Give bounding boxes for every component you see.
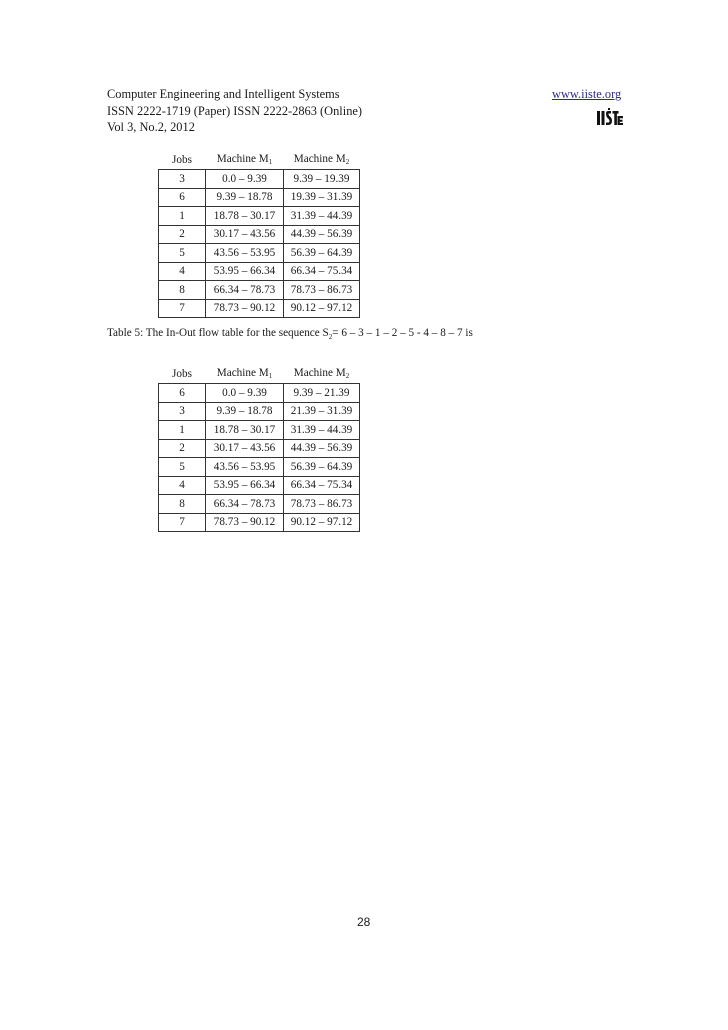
m2-cell: 31.39 – 44.39 [284, 207, 360, 226]
m2-cell: 78.73 – 86.73 [284, 495, 360, 514]
m1-cell: 53.95 – 66.34 [206, 476, 284, 495]
machine-m2-header: Machine $M_2$ [293, 153, 350, 166]
m2-cell: 44.39 – 56.39 [284, 225, 360, 244]
table-row [159, 207, 360, 226]
m2-cell: 56.39 – 64.39 [284, 244, 360, 263]
m2-cell: 90.12 – 97.12 [284, 513, 360, 532]
m1-cell: 43.56 – 53.95 [206, 244, 284, 263]
machine-m1-header: Machine $M_1$ [216, 153, 273, 166]
job-cell: 3 [159, 402, 206, 421]
table-row [159, 384, 360, 403]
m2-cell: 21.39 – 31.39 [284, 402, 360, 421]
m1-cell: 53.95 – 66.34 [206, 262, 284, 281]
job-cell: 4 [159, 262, 206, 281]
m1-cell: 66.34 – 78.73 [206, 281, 284, 300]
flow-table-5 [158, 364, 360, 532]
m2-cell: 78.73 – 86.73 [284, 281, 360, 300]
table-header-row [159, 150, 360, 170]
table-row [159, 170, 360, 189]
m2-cell: 66.34 – 75.34 [284, 476, 360, 495]
table-5-caption: Table 5: The In-Out flow table for the sequence $S_2= 6 - 3 - 1 - 2 - 5 - 4 - 8 - 7$ is [107, 327, 473, 342]
job-cell: 2 [159, 225, 206, 244]
flow-table-1 [158, 150, 360, 318]
job-cell: 2 [159, 439, 206, 458]
job-cell: 7 [159, 299, 206, 318]
m1-cell: 43.56 – 53.95 [206, 458, 284, 477]
journal-title: Computer Engineering and Intelligent Systems [107, 87, 340, 101]
m1-cell: 9.39 – 18.78 [206, 402, 284, 421]
m1-cell: 0.0 – 9.39 [206, 384, 284, 403]
job-cell: 6 [159, 188, 206, 207]
m2-cell: 56.39 – 64.39 [284, 458, 360, 477]
volume-line: Vol 3, No.2, 2012 [107, 120, 195, 134]
m2-cell: 90.12 – 97.12 [284, 299, 360, 318]
job-cell: 5 [159, 244, 206, 263]
machine-m1-header: Machine $M_1$ [216, 367, 273, 380]
job-cell: 4 [159, 476, 206, 495]
job-cell: 3 [159, 170, 206, 189]
job-cell: 7 [159, 513, 206, 532]
journal-header [107, 86, 362, 136]
table-row [159, 421, 360, 440]
m1-cell: 78.73 – 90.12 [206, 299, 284, 318]
page-number: 28 [357, 915, 371, 929]
job-cell: 8 [159, 495, 206, 514]
table-row [159, 262, 360, 281]
job-cell: 5 [159, 458, 206, 477]
m1-cell: 30.17 – 43.56 [206, 439, 284, 458]
job-cell: 6 [159, 384, 206, 403]
table-row [159, 476, 360, 495]
m1-cell: 0.0 – 9.39 [206, 170, 284, 189]
job-cell: 1 [159, 207, 206, 226]
table-header-row [159, 364, 360, 384]
table-row [159, 299, 360, 318]
job-cell: 1 [159, 421, 206, 440]
table-row [159, 495, 360, 514]
iiste-logo-icon [597, 108, 623, 128]
table-row [159, 513, 360, 532]
m1-cell: 66.34 – 78.73 [206, 495, 284, 514]
m2-cell: 66.34 – 75.34 [284, 262, 360, 281]
m2-cell: 9.39 – 21.39 [284, 384, 360, 403]
issn-line: ISSN 2222-1719 (Paper) ISSN 2222-2863 (Online) [107, 103, 363, 118]
m1-cell: 9.39 – 18.78 [206, 188, 284, 207]
table-row [159, 188, 360, 207]
table-row [159, 225, 360, 244]
table-row [159, 281, 360, 300]
m1-cell: 78.73 – 90.12 [206, 513, 284, 532]
table-row [159, 439, 360, 458]
m2-cell: 31.39 – 44.39 [284, 421, 360, 440]
m1-cell: 18.78 – 30.17 [206, 207, 284, 226]
machine-m2-header: Machine $M_2$ [293, 367, 350, 380]
jobs-header: Jobs [172, 367, 192, 380]
m1-cell: 30.17 – 43.56 [206, 225, 284, 244]
m2-cell: 9.39 – 19.39 [284, 170, 360, 189]
jobs-header: Jobs [172, 153, 192, 166]
m2-cell: 19.39 – 31.39 [284, 188, 360, 207]
table-row [159, 402, 360, 421]
table-row [159, 244, 360, 263]
job-cell: 8 [159, 281, 206, 300]
m1-cell: 18.78 – 30.17 [206, 421, 284, 440]
m2-cell: 44.39 – 56.39 [284, 439, 360, 458]
table-row [159, 458, 360, 477]
journal-url-link[interactable]: www.iiste.org [552, 87, 622, 101]
